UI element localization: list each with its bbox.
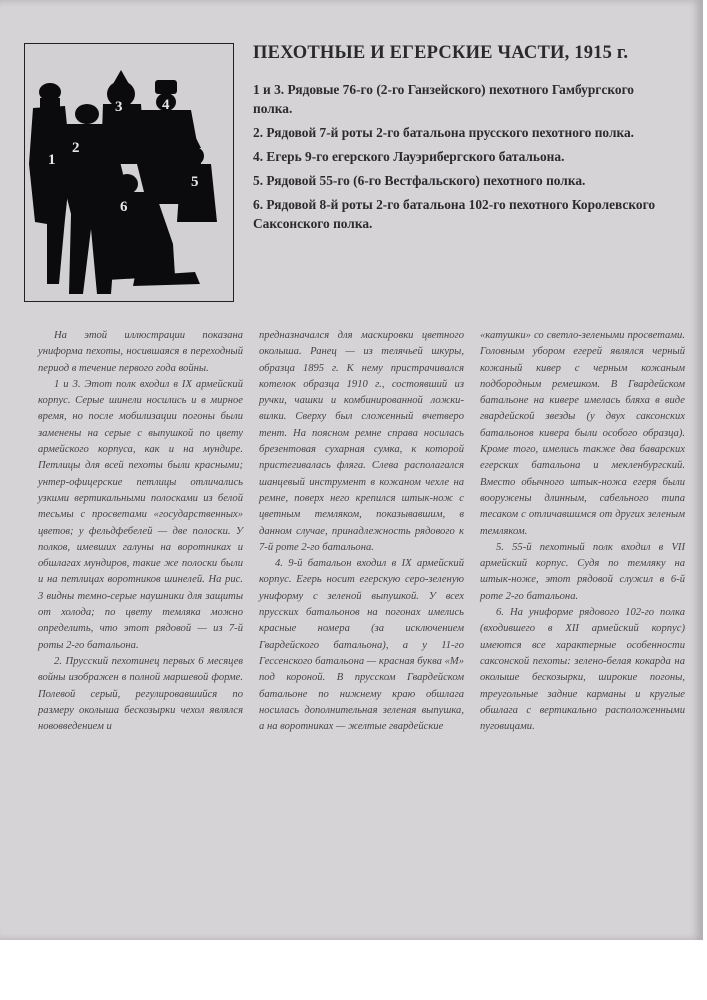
figure-number-4: 4 [162, 97, 170, 113]
figure-number-3: 3 [115, 99, 123, 115]
paragraph: 1 и 3. Этот полк входил в IX армейский корпус. Серые шинели носились и в мирное время, но после мобилизации погоны были заменены на серые с выпушкой по цвету армейского корпуса, как и на мундире. Петлицы для всей пехоты были красными; унтер-офицерские петлицы отличались узкими вертикальными полосками из белой тесьмы с просветами «государственных» цветов; у фельдфебелей — две полоски. У полков, имевших галуны на воротниках и обшлагах мундиров, такие же полоски были и на петлицах воротников шинелей. На рис. 3 видны темно-серые наушники для защиты от холода; по цвету темляка можно определить, что этот рядовой — из 7-й роты 2-го батальона. [38, 378, 243, 651]
paragraph: 5. 55-й пехотный полк входил в VII армейский корпус. Судя по темляку на штык-ноже, этот рядовой служил в 6-й роте 2-го батальона. [480, 541, 685, 602]
paragraph: предназначался для маскировки цветного околыша. Ранец — из телячьей шкуры, образца 1895 г. К нему пристрачивался котелок образца 1910 г., состоявший из ручки, чашки и комбинированной ложки-вилки. Сверху был сложенный вчетверо тент. На поясном ремне справа носилась брезентовая сухарная сумка, к которой пристегивалась фляга. Слева располагался шанцевый инструмент в кожаном чехле на ремне, поверх него крепился штык-нож с цветным темляком, показывавшим, в данном случае, принадлежность рядового к 7-й роте 2-го батальона. [259, 330, 464, 553]
paragraph: 6. На униформе рядового 102-го полка (входившего в XII армейский корпус) имеются все характерные особенности саксонской пехоты: зелено-белая кокарда на околыше бескозырки, широкие погоны, треугольные задние карманы и круглые обшлага с вертикально расположенными пуговицами. [480, 607, 685, 733]
body-text [38, 328, 685, 778]
figure-number-2: 2 [72, 140, 80, 156]
caption-item: 1 и 3. Рядовые 76-го (2-го Ганзейского) пехотного Гамбургского полка. [253, 82, 635, 116]
figure-number-1: 1 [48, 152, 56, 168]
caption-item: 4. Егерь 9-го егерского Лауэрибергского батальона. [253, 149, 565, 164]
text-column-1 [38, 328, 243, 778]
figure-number-5: 5 [191, 174, 199, 190]
caption-item: 5. Рядовой 55-го (6-го Вестфальского) пехотного полка. [253, 173, 586, 188]
paragraph: 4. 9-й батальон входил в IX армейский корпус. Егерь носит егерскую серо-зеленую униформу с зеленой выпушкой. У всех прусских батальонов на погонах имелись красные номера (за исключением Гвардейского батальона), а у 11-го Гессенского батальона — красная буква «М» под короной. В прусском Гвардейском батальоне по нижнему краю обшлага носилась дополнительная зеленая выпушка, а на воротниках — желтые гвардейские [259, 558, 464, 733]
paragraph: «катушки» со светло-зелеными просветами. Головным убором егерей являлся черный кожаный кивер с черным кожаным подбородным ремешком. В Гвардейском батальоне на кивере имелась бляха в виде гвардейской звезды (у двух саксонских батальонов кивера были особого образца). Кроме того, имелись также два баварских егерских батальона и мекленбургский. Вместо обычного штык-ножа егеря были вооружены длинным, сабельного типа тесаком с отличавшимся от других зеленым темляком. [480, 330, 685, 537]
paragraph: 2. Прусский пехотинец первых 6 месяцев войны изображен в полной маршевой форме. Полевой серый, регулировавшийся по размеру околыша бескозырки чехол являлся нововведением и [38, 655, 243, 733]
caption-item: 6. Рядовой 8-й роты 2-го батальона 102-го пехотного Королевского Саксонского полка. [253, 197, 656, 231]
page-title: ПЕХОТНЫЕ И ЕГЕРСКИЕ ЧАСТИ, 1915 г. [253, 43, 629, 63]
text-column-2 [259, 328, 464, 778]
text-column-3 [480, 328, 685, 778]
caption-item: 2. Рядовой 7-й роты 2-го батальона прусского пехотного полка. [253, 125, 635, 140]
paragraph: На этой иллюстрации показана униформа пехоты, носившаяся в переходный период в течение первого года войны. [38, 330, 243, 374]
silhouette-figure [24, 43, 234, 302]
soldier-silhouettes [25, 44, 233, 301]
figure-number-6: 6 [120, 199, 128, 215]
caption-list [253, 80, 673, 238]
